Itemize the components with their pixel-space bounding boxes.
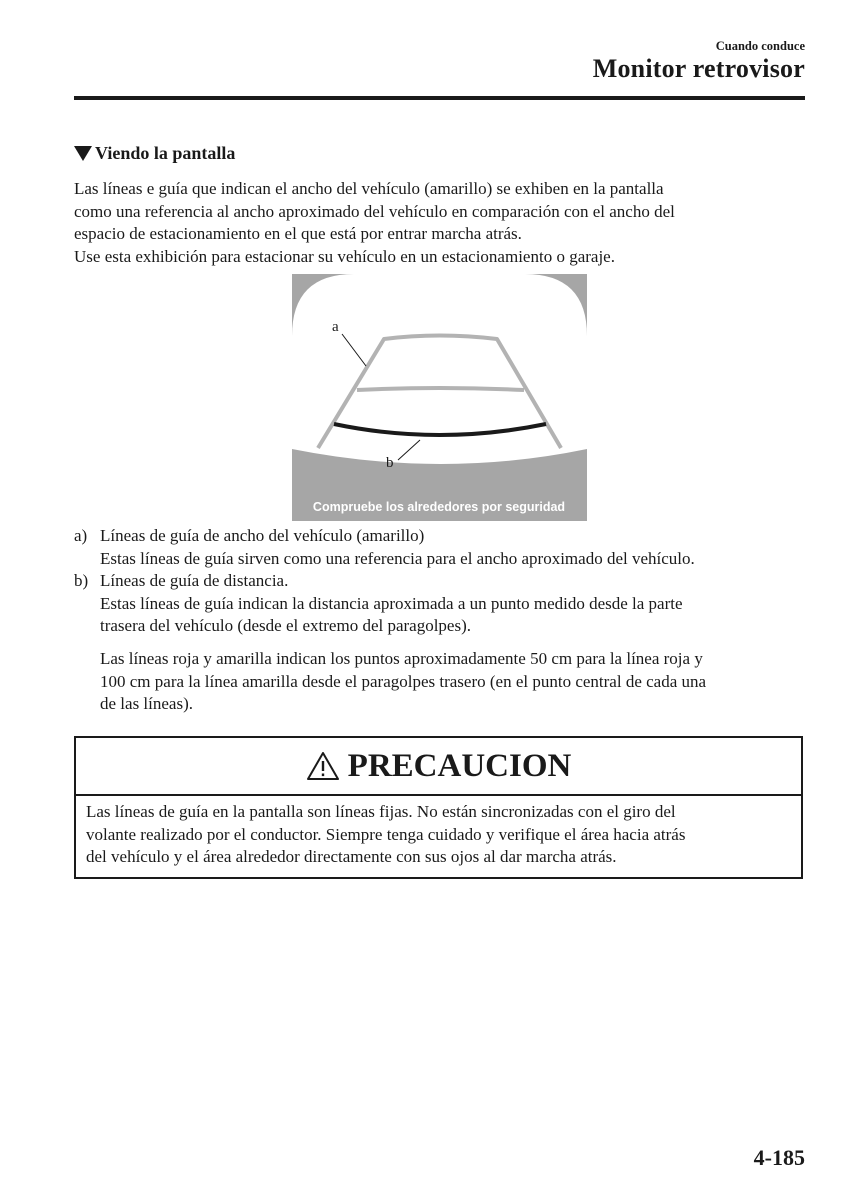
caution-line: volante realizado por el conductor. Siempre tenga cuidado y verifique el área hacia atrás	[86, 824, 686, 844]
caution-title: PRECAUCION	[347, 747, 572, 784]
caption-b-letter: b)	[74, 571, 89, 590]
caption-list	[74, 525, 814, 638]
intro-line: como una referencia al ancho aproximado del vehículo en comparación con el ancho del	[74, 201, 675, 221]
caption-b-description-line: Estas líneas de guía indican la distancia aproximada a un punto medido desde la parte	[100, 593, 683, 613]
distance-explanation-paragraph	[100, 648, 810, 716]
caption-a-title: Líneas de guía de ancho del vehículo (amarillo)	[100, 526, 425, 545]
caption-b-description-line: trasera del vehículo (desde el extremo del paragolpes).	[100, 616, 472, 635]
header-divider	[74, 96, 805, 100]
intro-line: Las líneas e guía que indican el ancho del vehículo (amarillo) se exhiben en la pantalla	[74, 179, 664, 198]
caption-b-title: Líneas de guía de distancia.	[100, 571, 289, 590]
rear-view-screen-illustration	[292, 274, 587, 521]
section-heading	[74, 143, 235, 164]
warning-triangle-icon	[306, 751, 340, 781]
distance-line: Las líneas roja y amarilla indican los puntos aproximadamente 50 cm para la línea roja y	[100, 649, 703, 668]
caption-a	[74, 525, 814, 548]
caution-body	[76, 796, 801, 869]
caption-a-letter: a)	[74, 526, 88, 545]
rear-view-monitor-diagram	[292, 274, 587, 521]
yellow-distance-line	[357, 388, 524, 390]
distance-line: de las líneas).	[100, 694, 193, 713]
page-number: 4-185	[753, 1145, 805, 1170]
label-b: b	[386, 455, 394, 471]
triangle-bullet-icon	[74, 146, 92, 161]
intro-line: espacio de estacionamiento en el que está por entrar marcha atrás.	[74, 224, 522, 243]
distance-line: 100 cm para la línea amarilla desde el paragolpes trasero (en el punto central de cada una	[100, 671, 707, 691]
page-title: Monitor retrovisor	[592, 54, 805, 83]
caution-line: del vehículo y el área alrededor directamente con sus ojos al dar marcha atrás.	[86, 847, 617, 866]
label-a: a	[332, 319, 339, 335]
header-section-label: Cuando conduce	[715, 39, 805, 53]
caution-header	[76, 738, 801, 796]
screen-safety-message: Compruebe los alrededores por seguridad	[312, 500, 566, 514]
caution-box	[74, 736, 803, 879]
section-heading-text: Viendo la pantalla	[95, 143, 236, 163]
caption-a-description: Estas líneas de guía sirven como una referencia para el ancho aproximado del vehículo.	[100, 548, 695, 568]
intro-paragraph	[74, 178, 814, 268]
intro-line: Use esta exhibición para estacionar su vehículo en un estacionamiento o garaje.	[74, 246, 615, 266]
caution-line: Las líneas de guía en la pantalla son líneas fijas. No están sincronizadas con el giro del	[86, 802, 676, 821]
caption-b	[74, 570, 814, 593]
